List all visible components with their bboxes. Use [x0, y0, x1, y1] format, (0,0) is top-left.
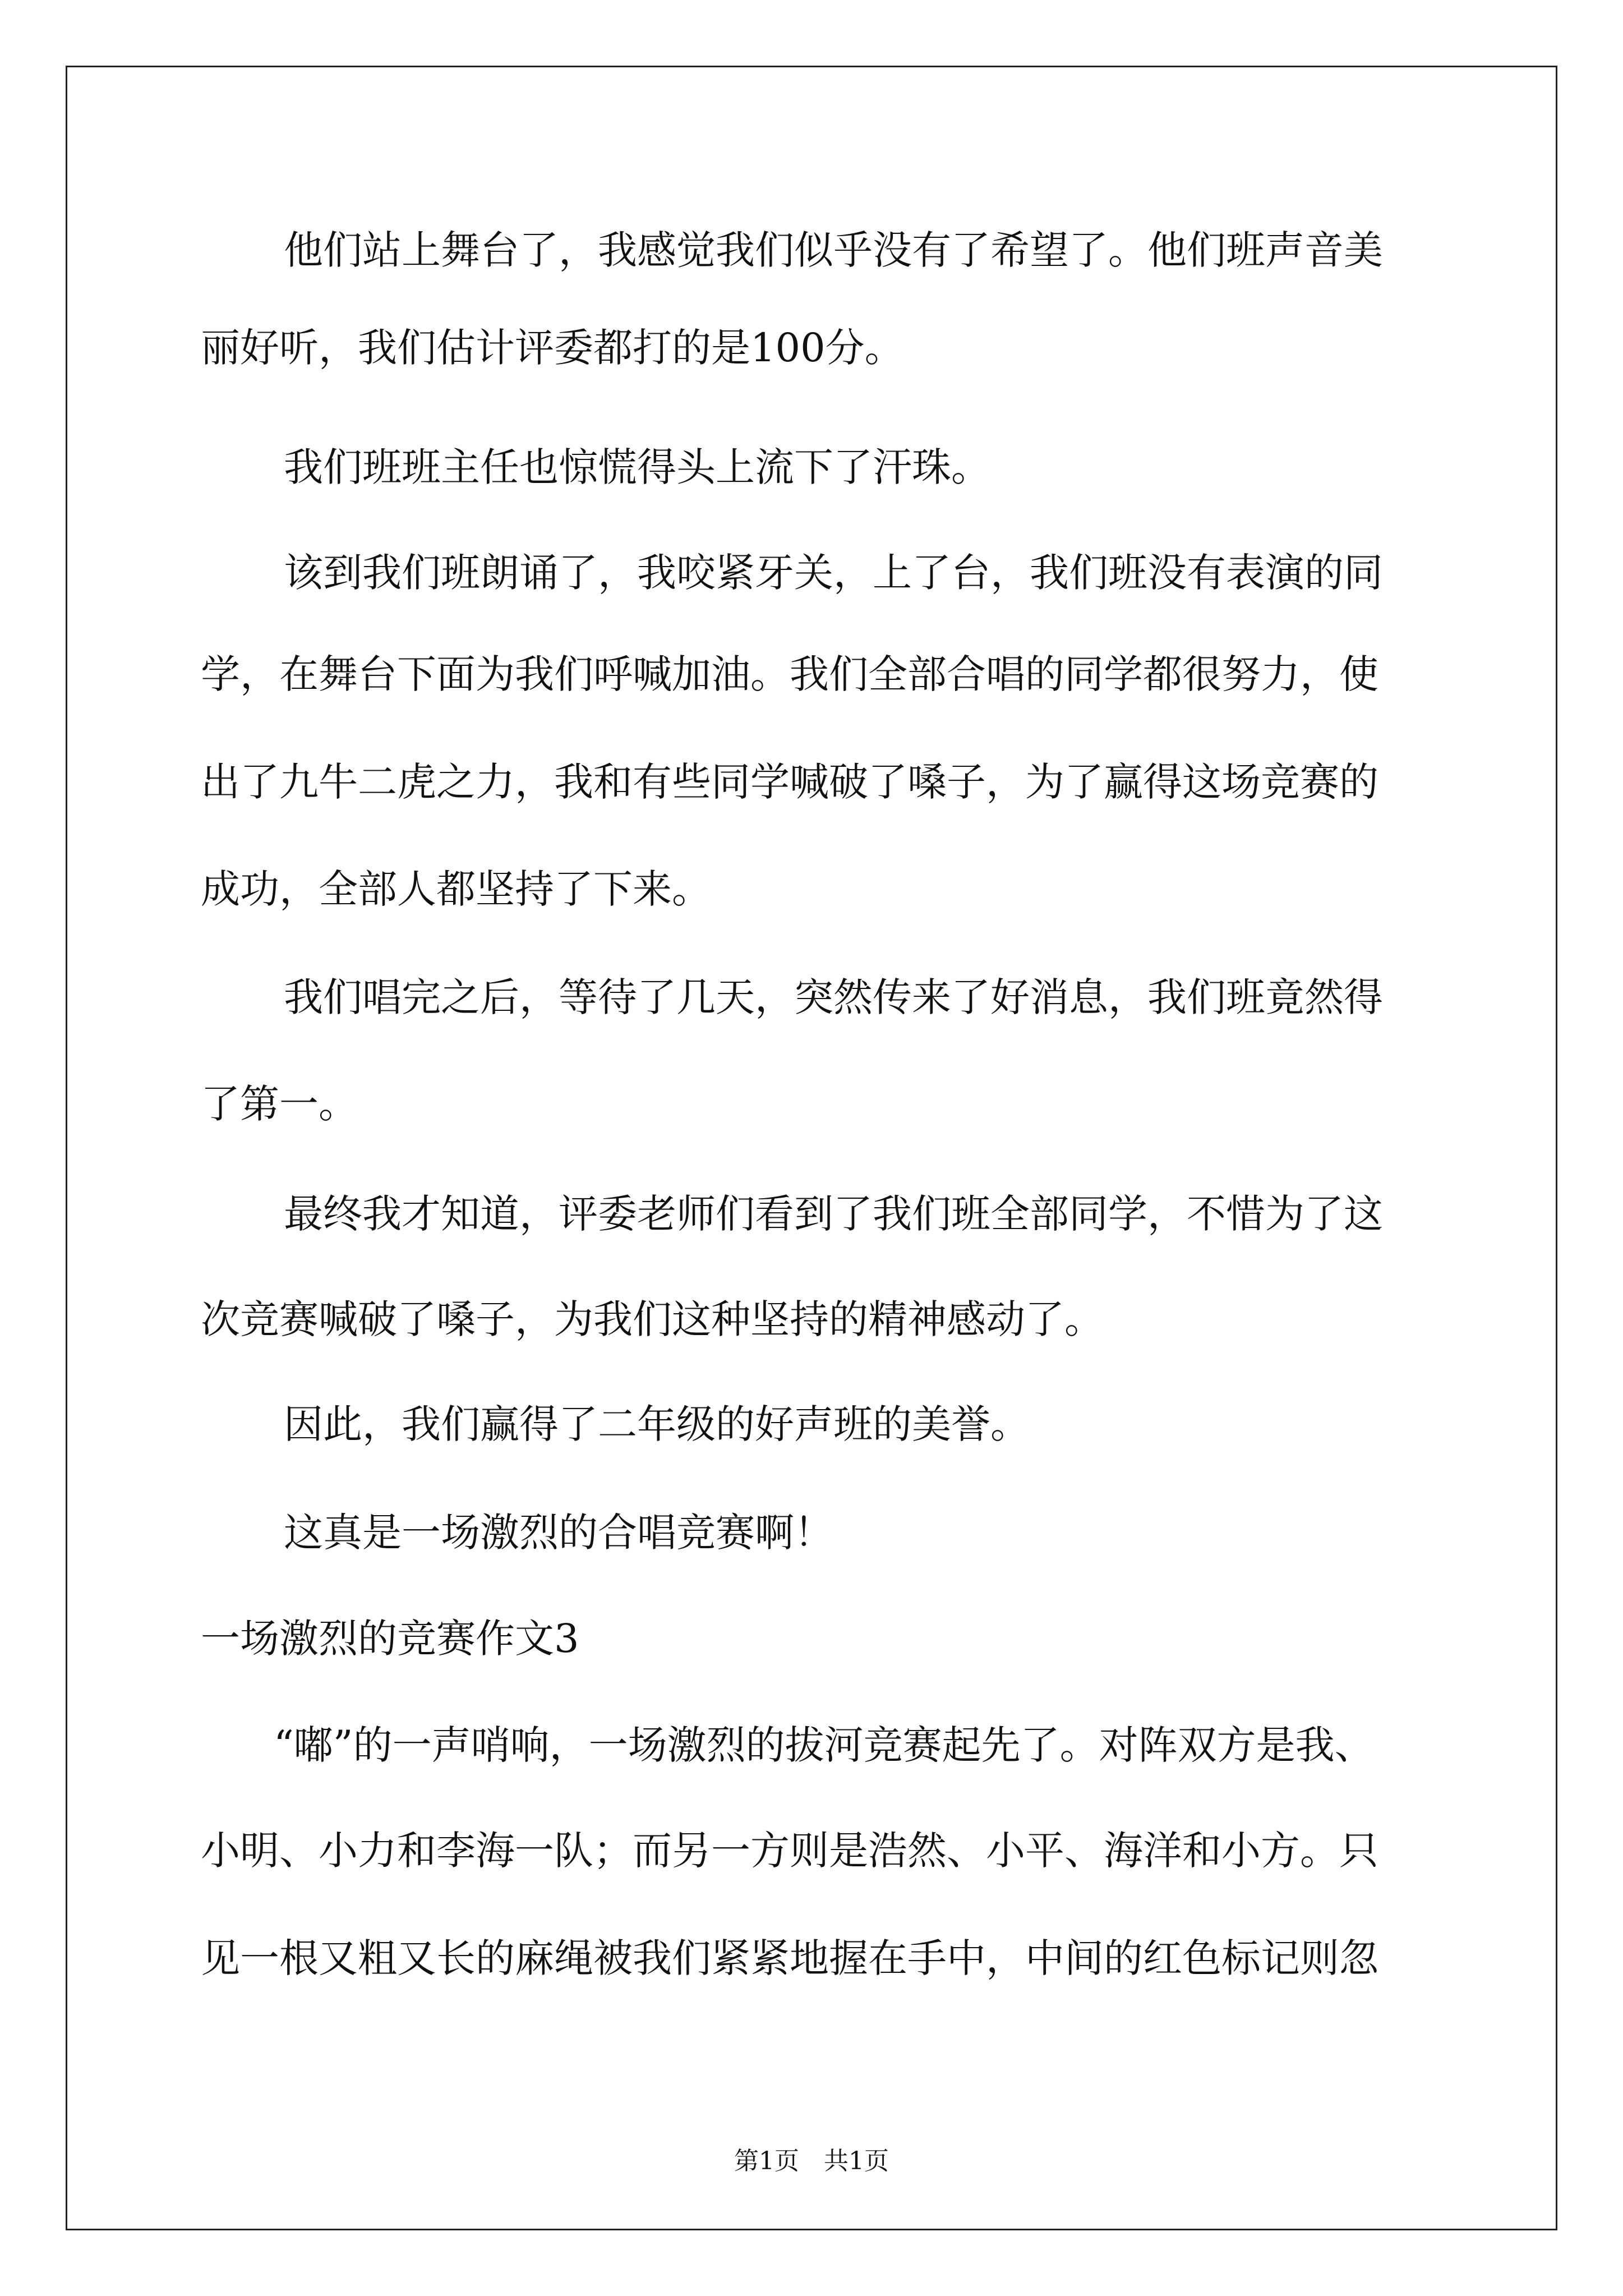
paragraph-line: 我们班班主任也惊慌得头上流下了汗珠。: [284, 444, 990, 490]
paragraph-line: 成功，全部人都坚持了下来。: [201, 866, 711, 912]
paragraph-line: 了第一。: [201, 1081, 358, 1127]
paragraph-line: 因此，我们赢得了二年级的好声班的美誉。: [284, 1401, 1030, 1447]
paragraph-line: 见一根又粗又长的麻绳被我们紧紧地握在手中，中间的红色标记则忽: [201, 1935, 1378, 1981]
paragraph-line: 小明、小力和李海一队；而另一方则是浩然、小平、海洋和小方。只: [201, 1828, 1378, 1874]
paragraph-line: 我们唱完之后，等待了几天，突然传来了好消息，我们班竟然得: [284, 974, 1383, 1020]
paragraph-line: 这真是一场激烈的合唱竞赛啊！: [284, 1510, 833, 1556]
paragraph-line: 丽好听，我们估计评委都打的是100分。: [201, 325, 904, 371]
paragraph-line: 他们站上舞台了，我感觉我们似乎没有了希望了。他们班声音美: [284, 227, 1383, 273]
paragraph-line: 该到我们班朗诵了，我咬紧牙关，上了台，我们班没有表演的同: [284, 550, 1383, 596]
paragraph-line: 学，在舞台下面为我们呼喊加油。我们全部合唱的同学都很努力，使: [201, 651, 1378, 697]
paragraph-line: “嘟”的一声哨响，一场激烈的拔河竞赛起先了。对阵双方是我、: [274, 1722, 1374, 1768]
paragraph-line: 次竞赛喊破了嗓子，为我们这种坚持的精神感动了。: [201, 1296, 1104, 1342]
section-heading: 一场激烈的竞赛作文3: [201, 1616, 579, 1662]
paragraph-line: 最终我才知道，评委老师们看到了我们班全部同学，不惜为了这: [284, 1191, 1383, 1237]
page-border: [66, 66, 1557, 2230]
paragraph-line: 出了九牛二虎之力，我和有些同学喊破了嗓子，为了赢得这场竞赛的: [201, 759, 1378, 805]
page-footer: 第1页 共1页: [734, 2147, 889, 2175]
